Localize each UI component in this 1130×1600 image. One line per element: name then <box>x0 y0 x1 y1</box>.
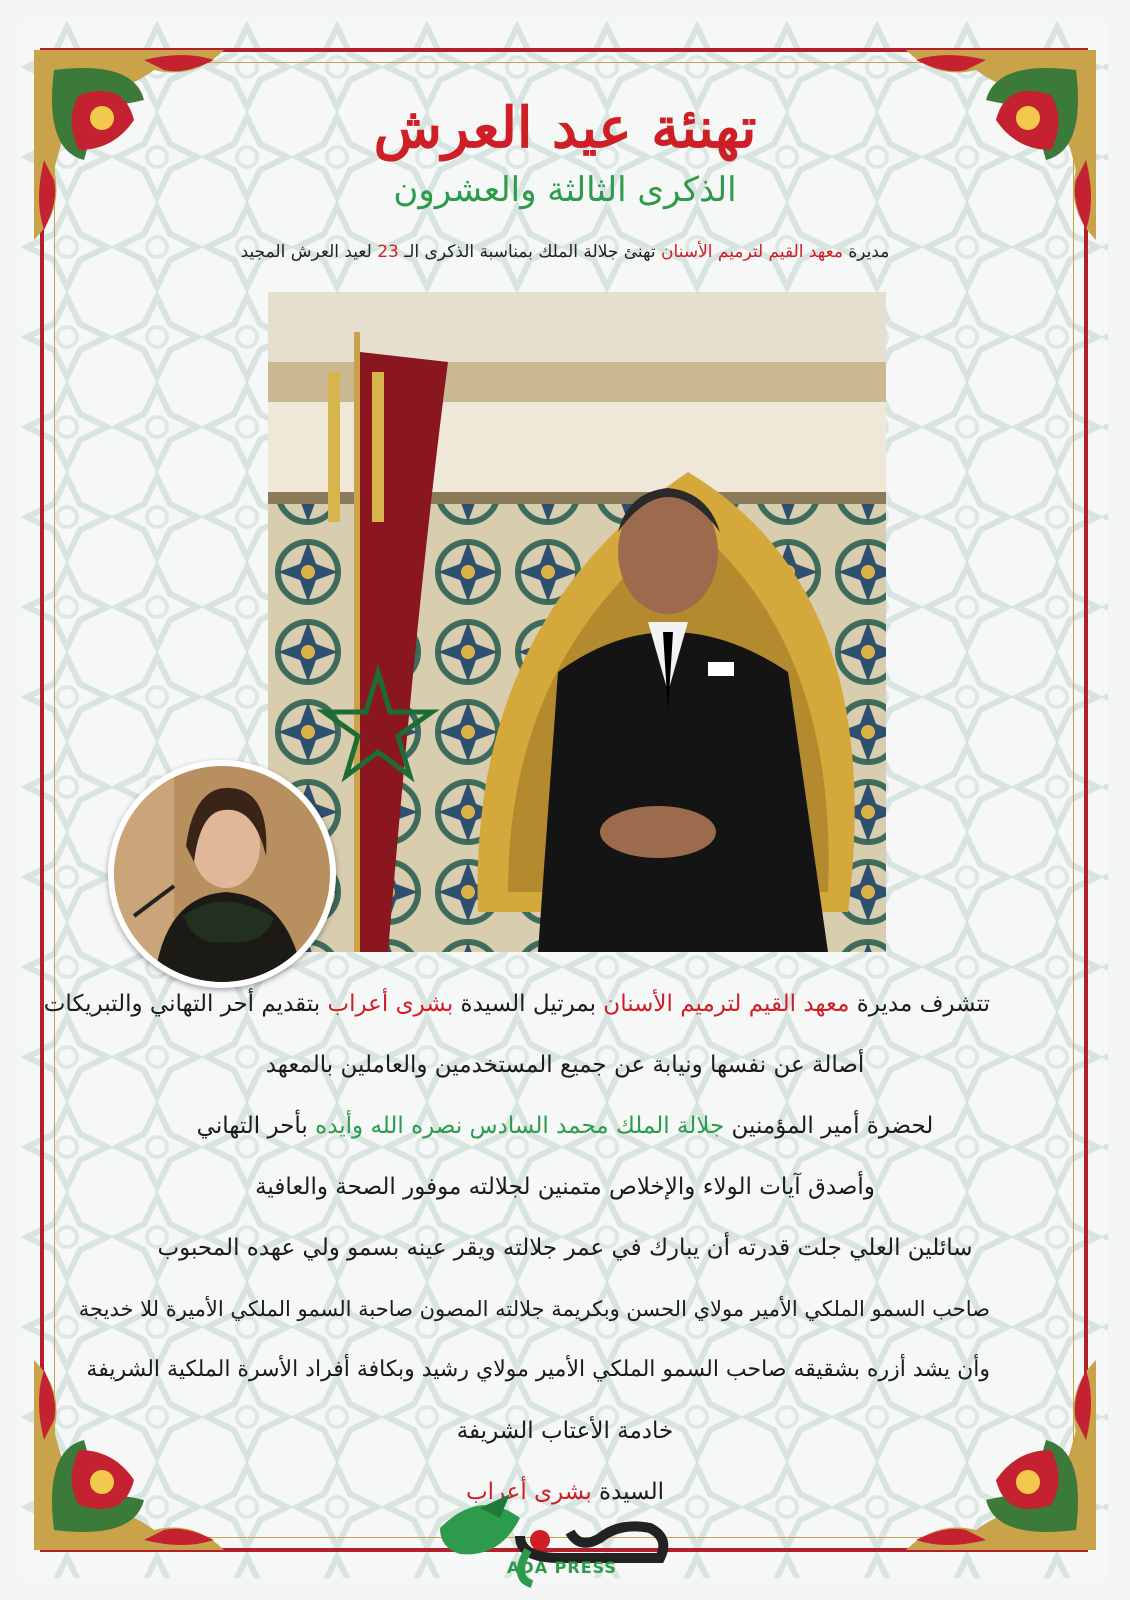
message-line-6: صاحب السمو الملكي الأمير مولاي الحسن وبكريمة جلالته المصون صاحبة السمو الملكي الأميرة للا خديجة <box>78 1297 990 1321</box>
message-text: تتشرف مديرة <box>849 991 990 1017</box>
intro-institute-name: معهد القيم لترميم الأسنان <box>661 242 843 262</box>
message-line-2: أصالة عن نفسها ونيابة عن جميع المستخدمين والعاملين بالمعهد <box>265 1052 865 1078</box>
page-title: تهنئة عيد العرش <box>373 95 757 161</box>
logo-text: ADA PRESS <box>507 1558 617 1577</box>
director-photo <box>114 766 330 982</box>
message-text: بأحر التهاني <box>196 1113 316 1139</box>
intro-text-3: لعيد العرش المجيد <box>240 242 378 262</box>
message-text: لحضرة أمير المؤمنين <box>724 1113 934 1139</box>
intro-text-1: مديرة <box>842 242 890 262</box>
signature-title: السيدة <box>591 1479 665 1505</box>
message-line-8: خادمة الأعتاب الشريفة <box>456 1418 674 1444</box>
message-line-3 <box>140 1106 990 1167</box>
intro-line <box>170 242 960 262</box>
message-line-5: سائلين العلي جلت قدرته أن يبارك في عمر جلالته ويقر عينه بسمو ولي عهده المحبوب <box>157 1235 973 1261</box>
king-title: جلالة الملك محمد السادس نصره الله وأيده <box>315 1113 725 1139</box>
director-name: بشرى أعراب <box>327 991 454 1017</box>
message-body <box>43 984 990 1527</box>
king-portrait-photo <box>268 292 886 952</box>
intro-anniversary-number: 23 <box>377 242 399 262</box>
message-line-7: وأن يشد أزره بشقيقه صاحب السمو الملكي الأمير مولاي رشيد وبكافة أفراد الأسرة الملكية الشريفة <box>86 1357 990 1382</box>
intro-text-2: تهنئ جلالة الملك بمناسبة الذكرى الـ <box>398 242 662 262</box>
page-subtitle: الذكرى الثالثة والعشرون <box>393 170 737 210</box>
signature-name: بشرى أعراب <box>465 1479 592 1505</box>
message-line-4: وأصدق آيات الولاء والإخلاص متمنين لجلالته موفور الصحة والعافية <box>255 1174 875 1200</box>
message-line-1 <box>43 984 990 1045</box>
director-avatar <box>108 760 336 988</box>
message-text: بمرتيل السيدة <box>453 991 604 1017</box>
message-text: بتقديم أحر التهاني والتبريكات <box>43 991 328 1017</box>
institute-name: معهد القيم لترميم الأسنان <box>603 991 850 1017</box>
